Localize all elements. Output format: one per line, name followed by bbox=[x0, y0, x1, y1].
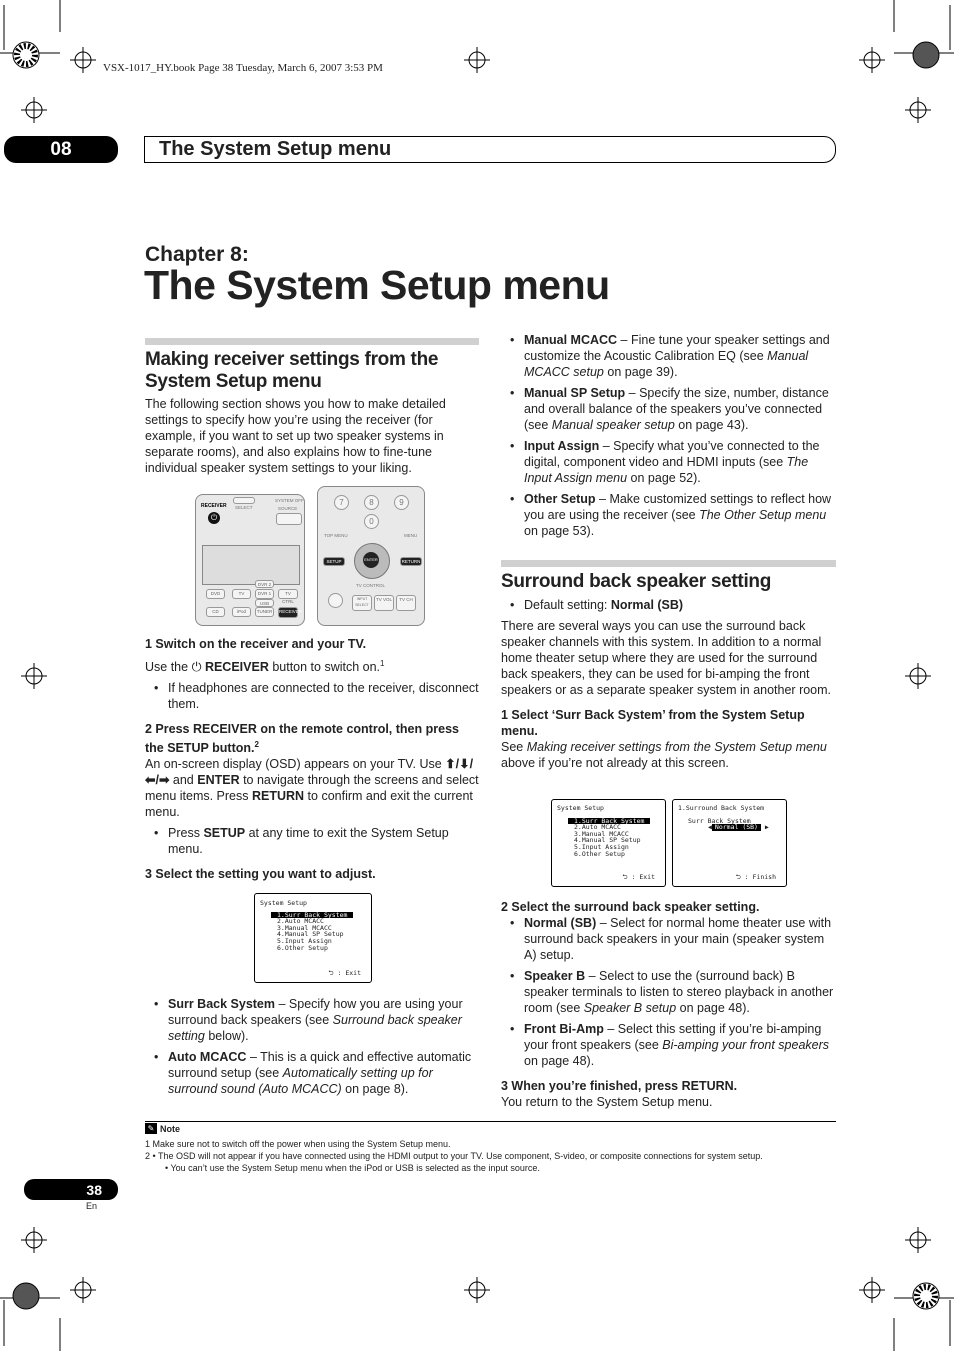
osd-item: 6.Other Setup bbox=[277, 943, 328, 952]
intro-paragraph: The following section shows you how to make detailed settings to specify how you’re using the receiver (for example, if you want to set up two speaker systems in separate rooms), and also explains how to fine-tune individual speaker system settings to your liking. bbox=[145, 397, 446, 475]
chapter-label: Chapter 8: bbox=[145, 243, 249, 266]
osd-item: 5.Input Assign bbox=[574, 842, 629, 851]
section-title-making-settings: Making receiver settings from the System Setup menu bbox=[145, 349, 439, 392]
source-label: SOURCE bbox=[278, 506, 298, 511]
default-setting: • Default setting: Normal (SB) bbox=[501, 597, 836, 613]
option-normal-sb: • Normal (SB) – Select for normal home theater use with surround back speakers in your main (speaker system A) setup. bbox=[501, 915, 836, 963]
right-arrow-icon: ▶ bbox=[760, 823, 769, 832]
osd-item: 4.Manual SP Setup bbox=[277, 930, 344, 939]
surround-back-intro: There are several ways you can use the surround back speaker channels with this system. In addition to a normal home theater setup where they are used for the surround back speakers, they can be used for bi-amping the front speakers or as a separate speaker system in another room. bbox=[501, 619, 832, 697]
page-number-badge: 38 bbox=[24, 1179, 118, 1200]
bullet-manual-sp-setup: • Manual SP Setup – Specify the size, number, distance and overall balance of the speakers you’ve connected (see Manual speaker setup on page 43). bbox=[501, 385, 836, 433]
step-2-text: An on-screen display (OSD) appears on your TV. Use ⬆/⬇/⬅/➡ and ENTER to navigate through the screens and select menu items. Press RETURN to confirm and exit the current menu. bbox=[145, 757, 479, 820]
footnote-1: 1 Make sure not to switch off the power when using the System Setup menu. bbox=[145, 1139, 451, 1149]
osd-label: Surr Back System bbox=[688, 816, 751, 825]
cd-button: CD bbox=[206, 607, 225, 617]
dvr1-button: DVR 1 bbox=[255, 589, 274, 599]
osd-exit-hint: ⮌ : Exit bbox=[328, 969, 361, 978]
enter-button: ENTER bbox=[363, 552, 379, 568]
note-rule bbox=[145, 1121, 836, 1122]
osd-item: 5.Input Assign bbox=[277, 936, 332, 945]
osd-value-row bbox=[678, 824, 781, 831]
osd-surround-back-system bbox=[672, 799, 787, 887]
return-button: RETURN bbox=[401, 559, 421, 564]
note-header bbox=[145, 1123, 180, 1134]
step-1-bullet: • If headphones are connected to the receiver, disconnect them. bbox=[145, 680, 479, 712]
remote-left-panel bbox=[195, 494, 305, 626]
osd-item: 1.Surr Back System bbox=[271, 912, 353, 919]
key-7: 7 bbox=[334, 495, 349, 510]
dvr2-button: DVR 2 bbox=[255, 580, 274, 588]
system-off-label: SYSTEM OFF bbox=[275, 498, 304, 503]
osd-item: 2.Auto MCACC bbox=[574, 823, 621, 832]
ipod-button: iPod bbox=[232, 607, 251, 617]
right-step-3-title: 3 When you’re finished, press RETURN. bbox=[501, 1079, 738, 1093]
usb-button: USB bbox=[255, 599, 274, 607]
tuner-button: TUNER bbox=[255, 607, 274, 617]
section-title-surround-back: Surround back speaker setting bbox=[501, 571, 772, 592]
top-menu-label: TOP MENU bbox=[324, 533, 348, 538]
key-0: 0 bbox=[364, 514, 379, 529]
tv-control-label: TV CONTROL bbox=[356, 583, 386, 588]
remote-illustration bbox=[195, 486, 432, 626]
source-button bbox=[276, 513, 302, 525]
osd-system-setup-small bbox=[551, 799, 666, 887]
section-rule bbox=[501, 560, 836, 567]
tv-button: TV bbox=[232, 589, 251, 599]
remote-display bbox=[202, 545, 300, 585]
select-button bbox=[233, 497, 255, 504]
tv-vol-minus bbox=[328, 593, 343, 608]
input-select-button: INPUT SELECT bbox=[352, 595, 372, 611]
step-2-bullet: • Press SETUP at any time to exit the System Setup menu. bbox=[145, 825, 479, 857]
right-step-2-title: 2 Select the surround back speaker setting. bbox=[501, 900, 760, 914]
select-label: SELECT bbox=[235, 505, 253, 510]
note-label: Note bbox=[160, 1123, 180, 1134]
osd-item: 4.Manual SP Setup bbox=[574, 836, 641, 845]
osd-system-setup bbox=[254, 893, 372, 983]
section-rule bbox=[145, 338, 479, 345]
running-header: The System Setup menu bbox=[144, 136, 836, 163]
step-2-title: 2 Press RECEIVER on the remote control, then press the SETUP button.$^2$ bbox=[145, 722, 459, 756]
right-step-1-title: 1 Select ‘Surr Back System’ from the System Setup menu. bbox=[501, 708, 805, 738]
right-step-1-text: See Making receiver settings from the System Setup menu above if you’re not already at this screen. bbox=[501, 740, 827, 770]
option-front-bi-amp: • Front Bi-Amp – Select this setting if you’re bi-amping your front speakers (see Bi-amping your front speakers on page 48). bbox=[501, 1021, 836, 1069]
power-icon: ⏻ bbox=[208, 512, 220, 524]
menu-label: MENU bbox=[404, 533, 418, 538]
bullet-auto-mcacc: • Auto MCACC – This is a quick and effective automatic surround setup (see Automatically setting up for surround sound (Auto MCACC) on page 8). bbox=[145, 1049, 479, 1097]
tv-ctrl-button: TV CTRL bbox=[278, 589, 298, 599]
language-label: En bbox=[86, 1201, 98, 1211]
note-icon: ✎ bbox=[145, 1123, 157, 1134]
receiver-label: RECEIVER bbox=[201, 503, 227, 509]
footnote-ref-2: 2 bbox=[254, 740, 259, 750]
key-9: 9 bbox=[394, 495, 409, 510]
arrow-keys-icon: ⬆/⬇/⬅/➡ bbox=[145, 757, 474, 788]
step-1-text: Use the ⏻ RECEIVER button to switch on.$^1$ bbox=[145, 659, 385, 675]
remote-right-panel bbox=[317, 486, 425, 626]
osd-title: 1.Surround Back System bbox=[678, 804, 765, 812]
osd-item: 3.Manual MCACC bbox=[574, 829, 629, 838]
step-3-title: 3 Select the setting you want to adjust. bbox=[145, 867, 376, 882]
osd-finish-hint: ⮌ : Finish bbox=[735, 873, 776, 882]
osd-item: 3.Manual MCACC bbox=[277, 923, 332, 932]
key-8: 8 bbox=[364, 495, 379, 510]
bullet-surr-back-system: • Surr Back System – Specify how you are using your surround back speakers (see Surround back speaker setting below). bbox=[145, 996, 479, 1044]
setup-button: SETUP bbox=[323, 557, 345, 566]
file-info: VSX-1017_HY.book Page 38 Tuesday, March 6, 2007 3:53 PM bbox=[103, 62, 383, 74]
power-icon: ⏻ bbox=[191, 660, 205, 675]
osd-exit-hint: ⮌ : Exit bbox=[622, 873, 655, 882]
osd-item: 2.Auto MCACC bbox=[277, 917, 324, 926]
option-speaker-b: • Speaker B – Select to use the (surround back) B speaker terminals to listen to stereo playback in another room (see Speaker B setup on page 48). bbox=[501, 968, 836, 1016]
osd-title: System Setup bbox=[557, 804, 604, 812]
receiver-small-button: RECEIVER bbox=[278, 607, 298, 618]
osd-item: 6.Other Setup bbox=[574, 849, 625, 858]
osd-title: System Setup bbox=[260, 899, 307, 907]
chapter-title: The System Setup menu bbox=[144, 262, 610, 308]
chapter-number-badge: 08 bbox=[4, 136, 118, 163]
footnote-2: 2 • The OSD will not appear if you have connected using the HDMI output to your TV. Use component, S-video, or composite connections for system setup. bbox=[145, 1151, 763, 1161]
step-1-title: 1 Switch on the receiver and your TV. bbox=[145, 637, 367, 651]
footnote-ref-1: 1 bbox=[380, 659, 385, 668]
bullet-input-assign: • Input Assign – Specify what you’ve connected to the digital, component video and HDMI inputs (see The Input Assign menu on page 52). bbox=[501, 438, 836, 486]
dvd-button: DVD bbox=[206, 589, 225, 599]
bullet-other-setup: • Other Setup – Make customized settings to reflect how you are using the receiver (see The Other Setup menu on page 53). bbox=[501, 491, 836, 539]
tv-ch-button: TV CH bbox=[396, 595, 416, 611]
footnote-3: • You can’t use the System Setup menu when the iPod or USB is selected as the input source. bbox=[165, 1163, 540, 1173]
right-step-3-text: You return to the System Setup menu. bbox=[501, 1095, 713, 1109]
bullet-manual-mcacc: • Manual MCACC – Fine tune your speaker settings and customize the Acoustic Calibration EQ (see Manual MCACC setup on page 39). bbox=[501, 332, 836, 380]
tv-vol-button: TV VOL bbox=[374, 595, 394, 611]
osd-value: Normal (SB) bbox=[712, 824, 761, 831]
left-arrow-icon: ◀ bbox=[708, 823, 712, 832]
osd-item: 1.Surr Back System bbox=[568, 818, 650, 825]
